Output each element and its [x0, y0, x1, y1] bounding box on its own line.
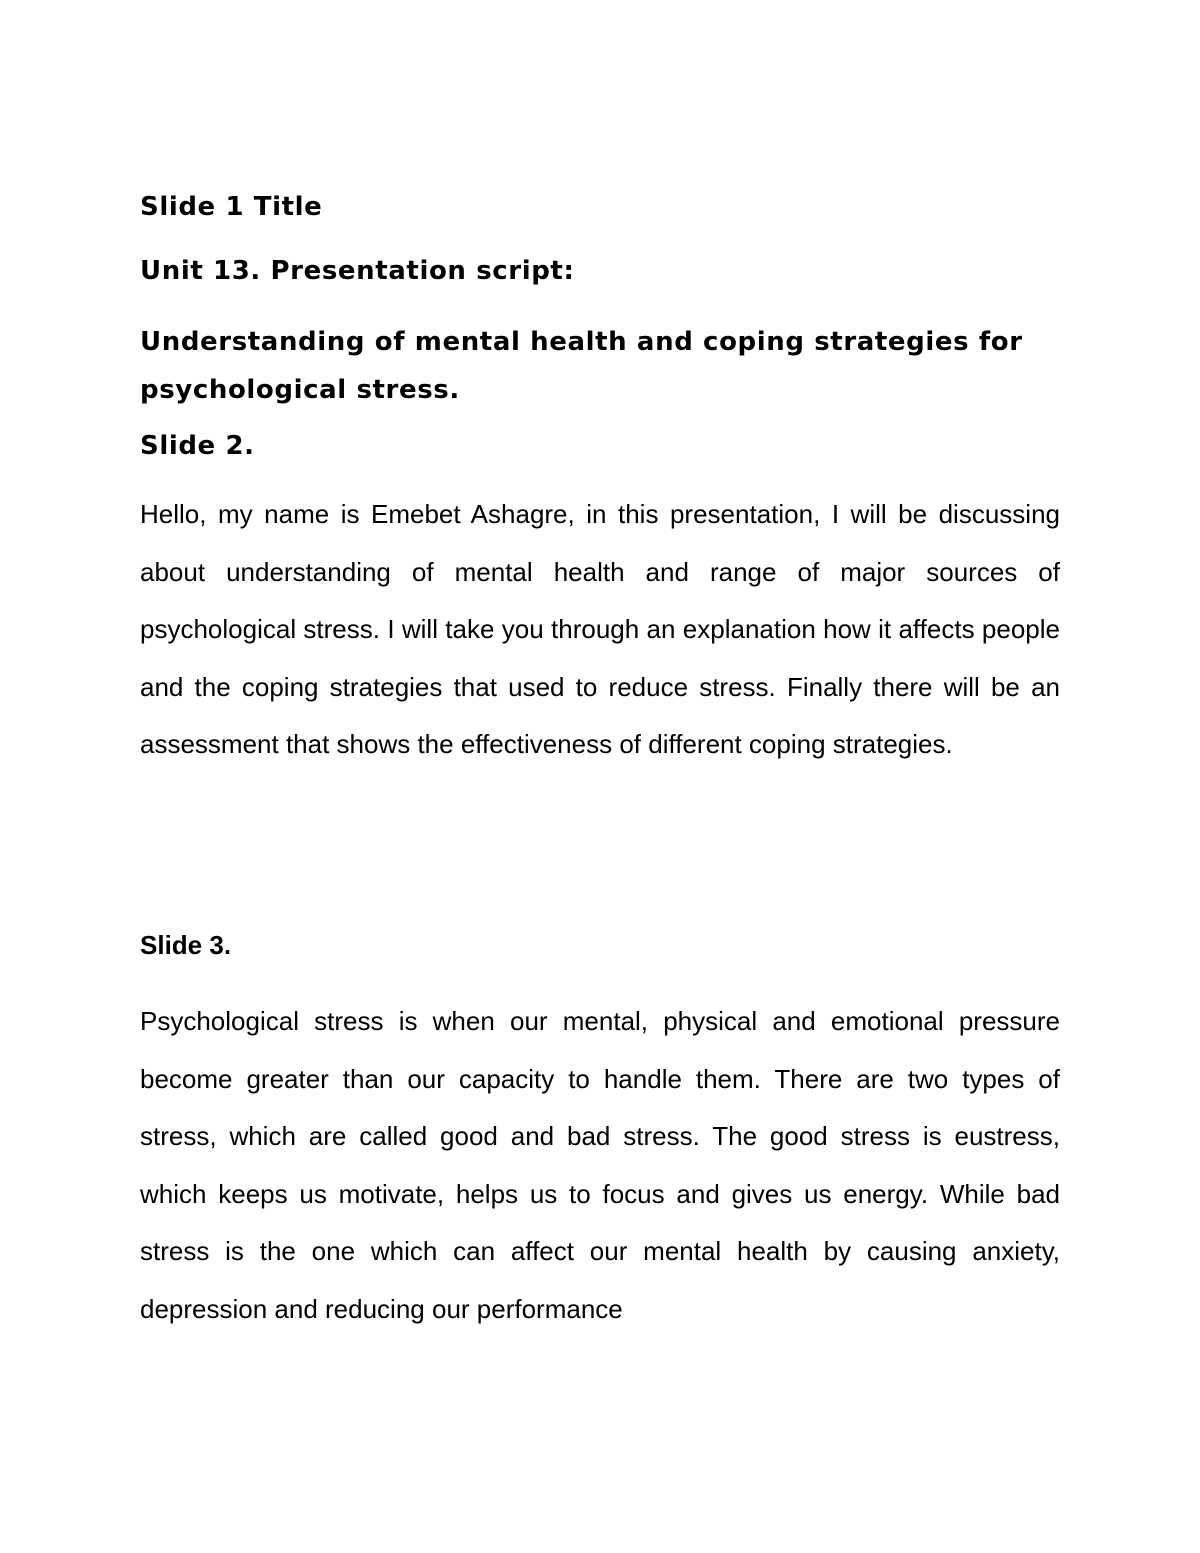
presentation-title: Understanding of mental health and coping strategies for psychological stress.	[140, 327, 1023, 405]
slide3-paragraph: Psychological stress is when our mental, physical and emotional pressure become greater than our capacity to handle them. There are two types of stress, which are called good and bad stress. The good stress is eustress, which keeps us motivate, helps us to focus and gives us energy. While bad stress is the one which can affect our mental health by causing anxiety, depression and reducing our performance	[140, 1006, 1060, 1324]
slide2-paragraph: Hello, my name is Emebet Ashagre, in this presentation, I will be discussing about understanding of mental health and range of major sources of psychological stress. I will take you through an explanation how it affects people and the coping strategies that used to reduce stress. Finally there will be an assessment that shows the effectiveness of different coping strategies.	[140, 499, 1060, 759]
unit-heading: Unit 13. Presentation script:	[140, 256, 575, 286]
slide1-heading: Slide 1 Title	[140, 192, 323, 222]
slide3-heading: Slide 3.	[140, 930, 232, 960]
slide2-heading: Slide 2.	[140, 431, 255, 461]
